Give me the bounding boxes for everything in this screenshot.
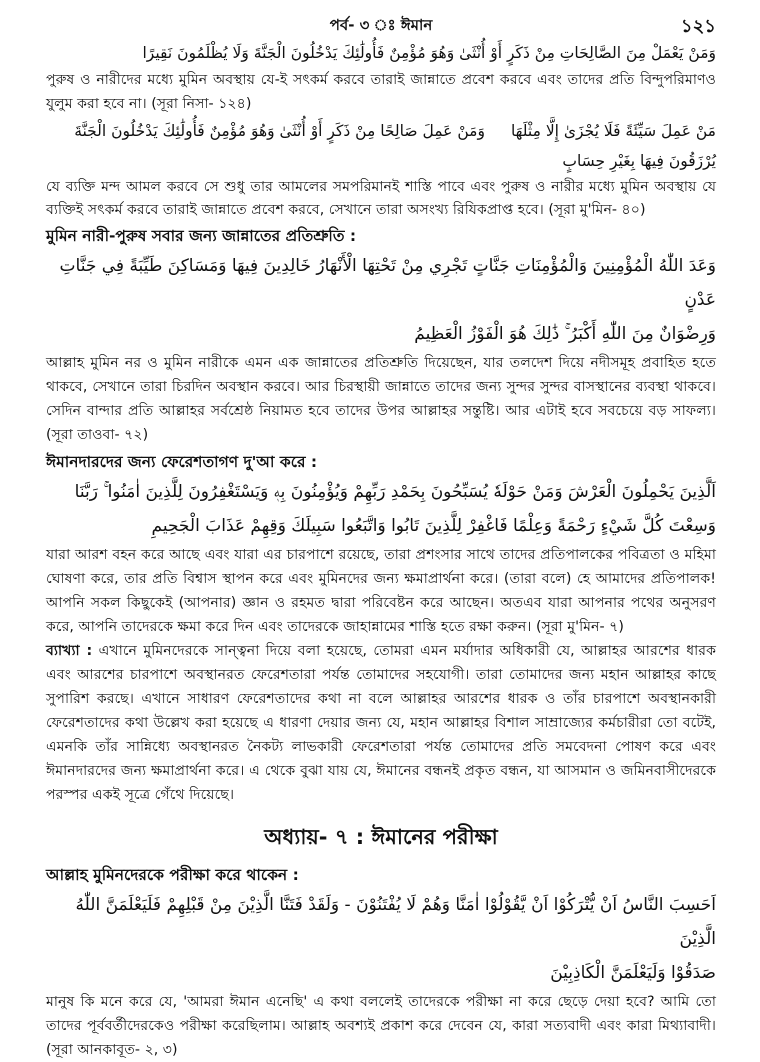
arabic-verse-mumin-7-line2: وَسِعْتَ كُلَّ شَيْءٍ رَحْمَةً وَعِلْمًا فَاغْفِرْ لِلَّذِينَ تَابُوا وَاتَّبَعُوا سَبِيلَكَ وَقِهِمْ عَذَابَ الْجَحِيمِ (151, 516, 716, 536)
explanation-label: ব্যাখ্যা : (46, 643, 93, 659)
translation-ankabut: মানুষ কি মনে করে যে, 'আমরা ঈমান এনেছি' এ কথা বললেই তাদেরকে পরীক্ষা না করে ছেড়ে দেয়া হবে? আমি তো তাদের পূর্ববর্তীদেরকেও পরীক্ষা করেছিলাম। আল্লাহ অবশ্যই প্রকাশ করে দেবেন যে, কারা সত্যবাদী এবং কারা মিথ্যাবাদী। (সূরা আনকাবূত- ২, ৩) (46, 994, 716, 1058)
arabic-verse-ankabut-line1: اَحَسِبَ النَّاسُ اَنْ يُّتْرَكُوْا اَنْ يَّقُوْلُوْا اٰمَنَّا وَهُمْ لَا يُفْتَنُوْنَ ‐ وَلَقَدْ فَتَنَّا الَّذِيْنَ مِنْ قَبْلِهِمْ فَلَيَعْلَمَنَّ اللّٰهُ الَّذِيْنَ (75, 895, 716, 949)
page-header (46, 0, 716, 38)
translation-tawba: আল্লাহ মুমিন নর ও মুমিন নারীকে এমন এক জান্নাতের প্রতিশ্রুতি দিয়েছেন, যার তলদেশ দিয়ে নদীসমূহ প্রবাহিত হতে থাকবে, সেখানে তারা চিরদিন অবস্থান করবে। আর চিরস্থায়ী জান্নাতে তাদের জন্য সুন্দর সুন্দর বাসস্থানের ব্যবস্থা থাকবে। সেদিন বান্দার প্রতি আল্লাহর সর্বশ্রেষ্ঠ নিয়ামত হবে তাদের উপর আল্লাহর সন্তুষ্টি। আর এটাই হবে সবচেয়ে বড় সাফল্য। (সূরা তাওবা- ৭২) (46, 355, 716, 443)
arabic-verse-mumin-40 (46, 116, 716, 176)
translation-nisa: পুরুষ ও নারীদের মধ্যে মুমিন অবস্থায় যে-ই সৎকর্ম করবে তারাই জান্নাতে প্রবেশ করবে এবং তাদের প্রতি বিন্দুপরিমাণও যুলুম করা হবে না। (সূরা নিসা- ১২৪) (46, 72, 716, 112)
explanation-text: এখানে মুমিনদেরকে সান্ত্বনা দিয়ে বলা হয়েছে, তোমরা এমন মর্যাদার অধিকারী যে, আল্লাহর আরশের ধারক এবং আরশের চারপাশে অবস্থানরত ফেরেশতারা পর্যন্ত তোমাদের সহযোগী। তারা তোমাদের জন্য মহান আল্লাহর কাছে সুপারিশ করছে। এখানে সাধারণ ফেরেশতাদের কথা না বলে আল্লাহর আরশের ধারক ও তাঁর চারপাশে অবস্থানকারী ফেরেশতাদের কথা উল্লেখ করা হয়েছে এ ধারণা দেয়ার জন্য যে, মহান আল্লাহর বিশাল সাম্রাজ্যের কর্মচারীরা তো বটেই, এমনকি তাঁর সান্নিধ্যে অবস্থানরত নৈকট্য লাভকারী ফেরেশতারা পর্যন্ত তোমাদের প্রতি সমবেদনা পোষণ করে এবং ঈমানদারদের জন্য ক্ষমাপ্রার্থনা করে। এ থেকে বুঝা যায় যে, ঈমানের বন্ধনই প্রকৃত বন্ধন, যা আসমান ও জমিনবাসীদেরকে পরস্পর একই সূত্রে গেঁথে দিয়েছে। (46, 643, 716, 803)
arabic-verse-mumin-7-line1: اَلَّذِينَ يَحْمِلُونَ الْعَرْشَ وَمَنْ حَوْلَهٗ يُسَبِّحُونَ بِحَمْدِ رَبِّهِمْ وَيُؤْمِنُونَ بِهٖ وَيَسْتَغْفِرُونَ لِلَّذِينَ اٰمَنُوا ۚ رَبَّنَا (74, 482, 716, 502)
arabic-verse-mumin-40-part1: مَنْ عَمِلَ سَيِّئَةً فَلَا يُجْزَىٰ إِلَّا مِثْلَهَا (510, 122, 716, 140)
section-heading-angels-pray: ঈমানদারদের জন্য ফেরেশতাগণ দু'আ করে : (46, 453, 318, 471)
arabic-verse-nisa: وَمَنْ يَعْمَلْ مِنَ الصَّالِحَاتِ مِنْ ذَكَرٍ أَوْ أُنْثَىٰ وَهُوَ مُؤْمِنٌ فَأُولَٰئِكَ يَدْخُلُونَ الْجَنَّةَ وَلَا يُظْلَمُونَ نَقِيرًا (142, 44, 716, 62)
arabic-verse-tawba-line1: وَعَدَ اللّٰهُ الْمُؤْمِنِينَ وَالْمُؤْمِنَاتِ جَنَّاتٍ تَجْرِي مِنْ تَحْتِهَا الْأَنْهَارُ خَالِدِينَ فِيهَا وَمَسَاكِنَ طَيِّبَةً فِي جَنَّاتِ عَدْنٍ (59, 256, 716, 310)
section-heading-test: আল্লাহ মুমিনদেরকে পরীক্ষা করে থাকেন : (46, 866, 299, 884)
running-title: পর্ব- ৩ ঃ ঈমান (329, 16, 433, 34)
page-number: ১২১ (680, 16, 716, 37)
arabic-verse-ankabut-line2: صَدَقُوْا وَلَيَعْلَمَنَّ الْكَاذِبِيْنَ (550, 963, 716, 983)
translation-mumin-40: যে ব্যক্তি মন্দ আমল করবে সে শুধু তার আমলের সমপরিমানই শাস্তি পাবে এবং পুরুষ ও নারীর মধ্যে মুমিন অবস্থায় যে ব্যক্তিই সৎকর্ম করবে তারাই জান্নাতে প্রবেশ করবে, সেখানে তারা অসংখ্য রিযিকপ্রাপ্ত হবে। (সূরা মু'মিন- ৪০) (46, 179, 716, 218)
explanation-paragraph (46, 639, 716, 807)
section-heading-promise: মুমিন নারী-পুরুষ সবার জন্য জান্নাতের প্রতিশ্রুতি : (46, 227, 357, 245)
translation-mumin-7: যারা আরশ বহন করে আছে এবং যারা এর চারপাশে রয়েছে, তারা প্রশংসার সাথে তাদের প্রতিপালকের পবিত্রতা ও মহিমা ঘোষণা করে, তার প্রতি বিশ্বাস স্থাপন করে এবং মুমিনদের জন্য ক্ষমাপ্রার্থনা করে। (তারা বলে) হে আমাদের প্রতিপালক! আপনি সকল কিছুকেই (আপনার) জ্ঞান ও রহমত দ্বারা পরিবেষ্টন করে আছেন। অতএব যারা আপনার পথের অনুসরণ করে, আপনি তাদেরকে ক্ষমা করে দিন এবং তাদেরকে জাহান্নামের শাস্তি হতে রক্ষা করুন। (সূরা মু'মিন- ৭) (46, 547, 716, 635)
arabic-verse-tawba-line2: وَرِضْوَانٌ مِنَ اللّٰهِ أَكْبَرُ ۚ ذَٰلِكَ هُوَ الْفَوْزُ الْعَظِيمُ (414, 324, 716, 344)
chapter-title: অধ্যায়- ৭ : ঈমানের পরীক্ষা (264, 825, 498, 849)
arabic-verse-mumin-40-part2: وَمَنْ عَمِلَ صَالِحًا مِنْ ذَكَرٍ أَوْ أُنْثَىٰ وَهُوَ مُؤْمِنٌ فَأُولَٰئِكَ يَدْخُلُونَ الْجَنَّةَ يُرْزَقُونَ فِيهَا بِغَيْرِ حِسَابٍ (74, 122, 716, 170)
